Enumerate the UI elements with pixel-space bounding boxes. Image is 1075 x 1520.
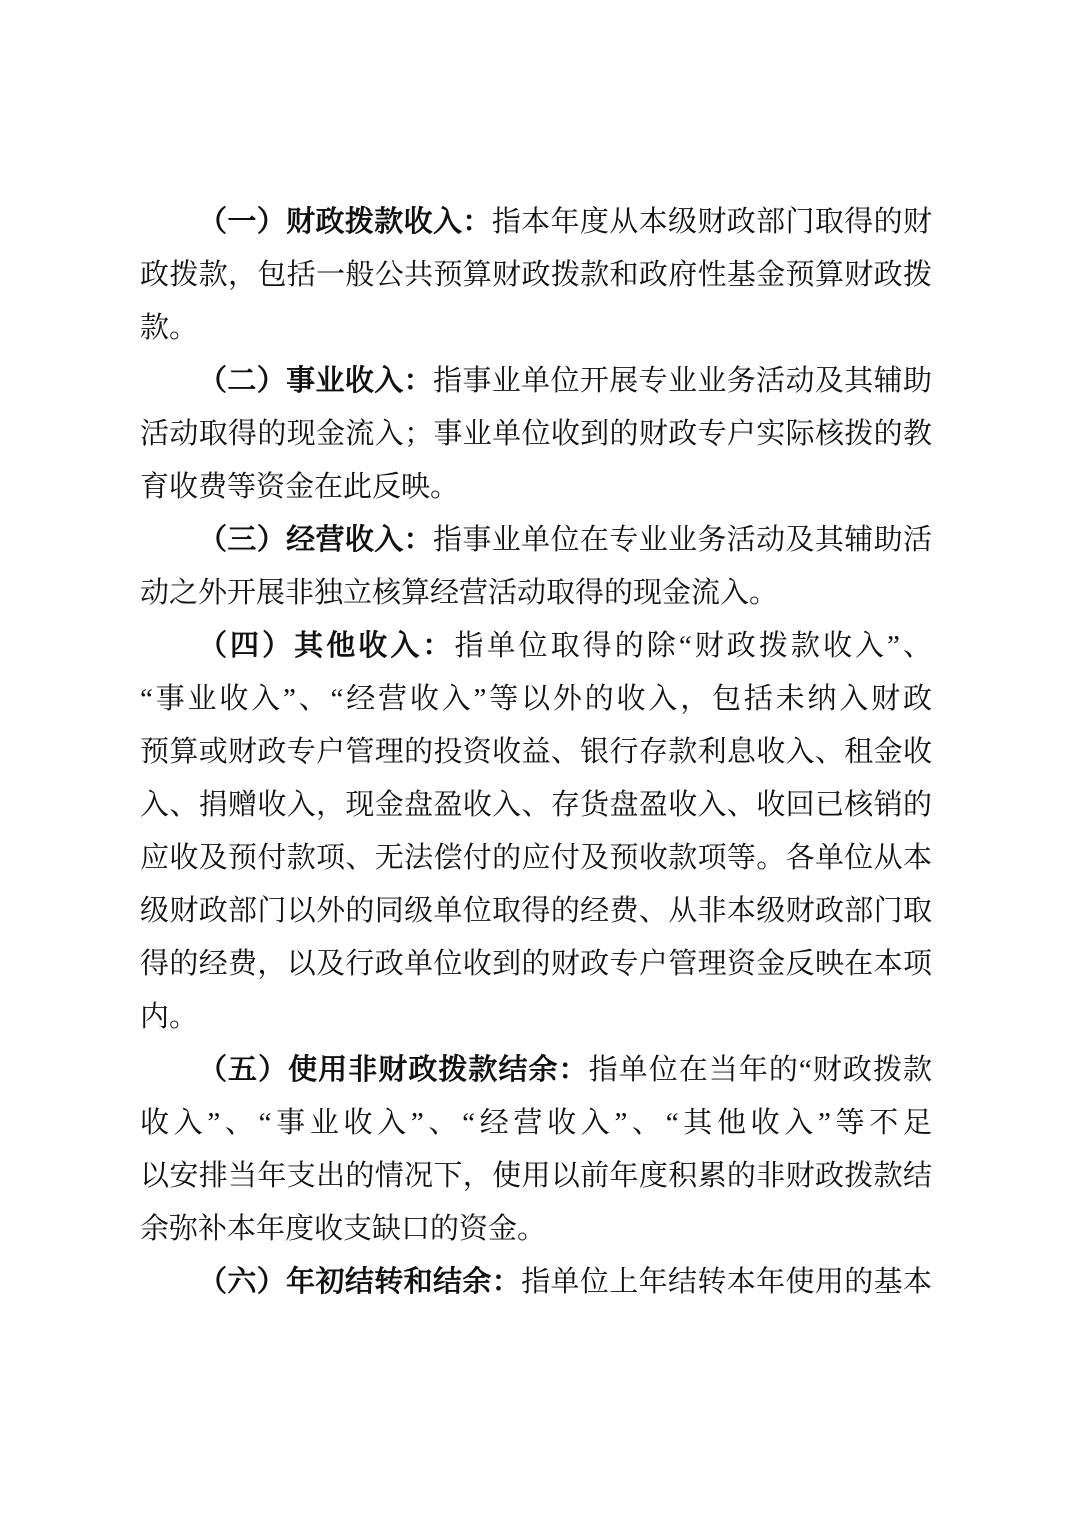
line-text: “事业收入”、“经营收入”等以外的收入，包括未纳入财政 <box>140 683 932 715</box>
text-line <box>140 673 932 726</box>
text-line <box>140 514 932 567</box>
line-text: 指事业单位开展专业业务活动及其辅助 <box>433 365 932 397</box>
line-text: 动之外开展非独立核算经营活动取得的现金流入。 <box>140 577 779 609</box>
line-text: 指单位在当年的“财政拨款 <box>588 1054 932 1086</box>
text-line <box>140 567 932 620</box>
line-text: 内。 <box>140 1001 199 1033</box>
line-text: 收入”、“事业收入”、“经营收入”、“其他收入”等不足 <box>140 1107 932 1139</box>
text-line <box>140 938 932 991</box>
line-text: 入、捐赠收入，现金盘盈收入、存货盘盈收入、收回已核销的 <box>140 789 932 821</box>
text-line <box>140 1150 932 1203</box>
line-text: 指本年度从本级财政部门取得的财 <box>491 206 932 238</box>
term-label: （二）事业收入： <box>198 365 433 397</box>
text-line <box>140 779 932 832</box>
line-text: 款。 <box>140 312 199 344</box>
text-line <box>140 1044 932 1097</box>
term-label: （四）其他收入： <box>198 630 455 662</box>
text-line <box>140 1097 932 1150</box>
line-text: 政拨款，包括一般公共预算财政拨款和政府性基金预算财政拨 <box>140 259 932 291</box>
term-label: （一）财政拨款收入： <box>198 206 492 238</box>
term-label: （五）使用非财政拨款结余： <box>198 1054 589 1086</box>
text-line <box>140 1203 932 1256</box>
text-line <box>140 832 932 885</box>
text-line <box>140 461 932 514</box>
text-line <box>140 249 932 302</box>
text-line <box>140 196 932 249</box>
line-text: 应收及预付款项、无法偿付的应付及预收款项等。各单位从本 <box>140 842 932 874</box>
text-line <box>140 885 932 938</box>
text-line <box>140 620 932 673</box>
text-line <box>140 1256 932 1309</box>
text-line <box>140 355 932 408</box>
line-text: 活动取得的现金流入；事业单位收到的财政专户实际核拨的教 <box>140 418 932 450</box>
document-body <box>140 196 932 1309</box>
line-text: 预算或财政专户管理的投资收益、银行存款利息收入、租金收 <box>140 736 932 768</box>
text-line <box>140 991 932 1044</box>
line-text: 育收费等资金在此反映。 <box>140 471 460 503</box>
text-line <box>140 302 932 355</box>
line-text: 级财政部门以外的同级单位取得的经费、从非本级财政部门取 <box>140 895 932 927</box>
term-label: （六）年初结转和结余： <box>198 1266 522 1298</box>
text-line <box>140 408 932 461</box>
line-text: 以安排当年支出的情况下，使用以前年度积累的非财政拨款结 <box>140 1160 932 1192</box>
term-label: （三）经营收入： <box>198 524 433 556</box>
line-text: 指单位取得的除“财政拨款收入”、 <box>454 630 932 662</box>
line-text: 得的经费，以及行政单位收到的财政专户管理资金反映在本项 <box>140 948 932 980</box>
line-text: 指事业单位在专业业务活动及其辅助活 <box>433 524 932 556</box>
line-text: 余弥补本年度收支缺口的资金。 <box>140 1213 547 1245</box>
text-line <box>140 726 932 779</box>
line-text: 指单位上年结转本年使用的基本 <box>521 1266 932 1298</box>
